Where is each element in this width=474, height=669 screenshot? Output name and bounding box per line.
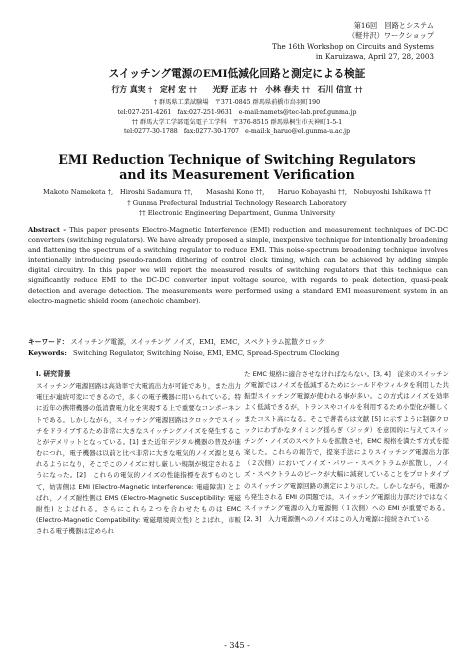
english-title: [0, 153, 474, 182]
keywords-english: [28, 348, 448, 358]
english-affiliation-line: † Gunma Prefectural Industrial Technology Research Laboratory: [127, 199, 347, 207]
workshop-header: [272, 21, 434, 62]
japanese-affiliations: [0, 98, 474, 137]
keywords-japanese-text: スイッチング電源，スイッチング ノイズ，EMI，EMC，スペクトラム拡散クロック: [70, 338, 325, 346]
abstract-label: Abstract -: [28, 226, 67, 234]
page-number: - 345 -: [224, 641, 250, 650]
abstract-text: This paper presents Electro-Magnetic Interference (EMI) reduction and measurement techniques of DC-DC converters (switching regulators). We have already proposed a simple, inexpensive technique for intentionally broadening and flattening the spectrum of a switching regulator to reduce EMI. This noise-spectrum broadening technique involves intentionally introducing pseudo-random dithering of control clock timing, which can be achieved by adding simple digital circuitry. In this paper we will report the measured results of switching regulators that this technique can significantly reduce EMI to the DC-DC converter input voltage source, with regards to peak detection, quasi-peak detection and average detection. The measurements were performed using a standard EMI measurement system in an electro-magnetic shield room (anechoic chamber).: [28, 226, 448, 305]
section-title: I. 研究背景: [36, 370, 71, 378]
workshop-line: in Karuizawa, April 27, 28, 2003: [315, 51, 434, 61]
abstract: [28, 225, 448, 306]
body-paragraph: スイッチング電源回路は高効率で大電流出力が可能であり，また出力電圧が連続可変にできるので，多くの電子機器に用いられている。特に近年の携帯機器の低消費電力化を実現する上で重要なコンポーネントである。しかしながら，スイッチング電源回路はクロックでスイッチをドライブするため非常に大きなスイッチングノイズを発生することがデメリットとなっている。[1] また近年デジタル機器の普及が進むにつれ，電子機器は以前と比べ非常に大きな電気的ノイズ源と見られるようになり，そこでこのノイズに対し厳しい規制が規定されるようになった。[2] これらの電気的ノイズの性能指標を表すものとして，妨害側は EMI (Electro-Magnetic Interference: 電磁障害) とよばれ，ノイズ耐性側は EMS (Electro-Magnetic Susceptibility: 電磁耐性) とよばれる。さらにこれら２つを合わせたものは EMC (Electro-Magnetic Compatibility: 電磁環境両立性) とよばれ，市販される電子機器は定められ: [36, 382, 241, 536]
english-affiliation-line: †† Electronic Engineering Department, Gunma University: [138, 209, 336, 218]
keywords-japanese-label: キーワード：: [28, 338, 69, 346]
affiliation-line: tel:027-251-4261 fax:027-251-9631 e-mail:namets@tec-lab.pref.gunma.jp: [117, 108, 357, 116]
japanese-title: スイッチング電源のEMI低減化回路と測定による検証: [108, 68, 366, 80]
body-column-right: [244, 369, 449, 525]
affiliation-line: † 群馬県工業試験場 〒371-0845 群馬県前橋市鳥羽町190: [153, 99, 321, 106]
english-authors: Makoto Nameketa †, Hiroshi Sadamura ††, Masashi Kono ††, Haruo Kobayashi ††, Nobuyoshi Ishikawa ††: [43, 188, 431, 196]
keywords-english-label: Keywords:: [28, 349, 67, 357]
body-column-left: [36, 369, 241, 537]
workshop-line: （軽井沢）ワークショップ: [347, 31, 434, 41]
english-title-line: EMI Reduction Technique of Switching Regulators: [58, 152, 416, 167]
workshop-line: 第16回 回路とシステム: [353, 21, 434, 30]
english-title-line: and its Measurement Verification: [119, 166, 355, 182]
english-affiliations: [0, 198, 474, 219]
workshop-line: The 16th Workshop on Circuits and Systems: [272, 41, 434, 51]
affiliation-line: †† 群馬大学工学部電気電子工学科 〒376-8515 群馬県桐生市天神町1-5-1: [131, 118, 343, 126]
japanese-authors: 行方 真実 † 定村 宏 †† 光野 正志 †† 小林 春夫 †† 石川 信宣 ††: [111, 85, 363, 94]
keywords-english-text: Switching Regulator, Switching Noise, EMI, EMC, Spread-Spectrum Clocking: [72, 349, 340, 357]
body-paragraph: た EMC 規格に適合させなければならない。[3, 4] 従来のスイッチング電源ではノイズを低減するためにシールドやフィルタを利用した共振型スイッチング電源が使われる事が多い。この方式はノイズを効率よく低減できるが，トランスやコイルを利用するため小型化が難しくまたコスト高になる。そこで著者らは文献 [5] に示すように制御クロックにわずかなタイミング揺らぎ（ジッタ）を意図的に与えてスイッチング・ノイズのスペクトルを拡散させ，EMC 規格を満たす方式を提案した。これらの報告で，提案手法によりスイッチング電源出力部（２次側）においてノイズ・パワー・スペクトラムが拡散し，ノイズ・スペクトラムのピークが大幅に減衰していることをプロトタイプのスイッチング電源回路の測定により示した。しかしながら，電源から発生される EMI の問題では，スイッチング電源出力部だけではなくスイッチング電源の入力電源側（１次側）への EMI が重要である。[2, 3] 入力電源側へのノイズはこの入力電源に接続されている: [244, 370, 449, 524]
keywords-japanese: [28, 337, 448, 347]
affiliation-line: tel:0277-30-1788 fax:0277-30-1707 e-mail:k_haruo@el.gunma-u.ac.jp: [123, 128, 351, 136]
